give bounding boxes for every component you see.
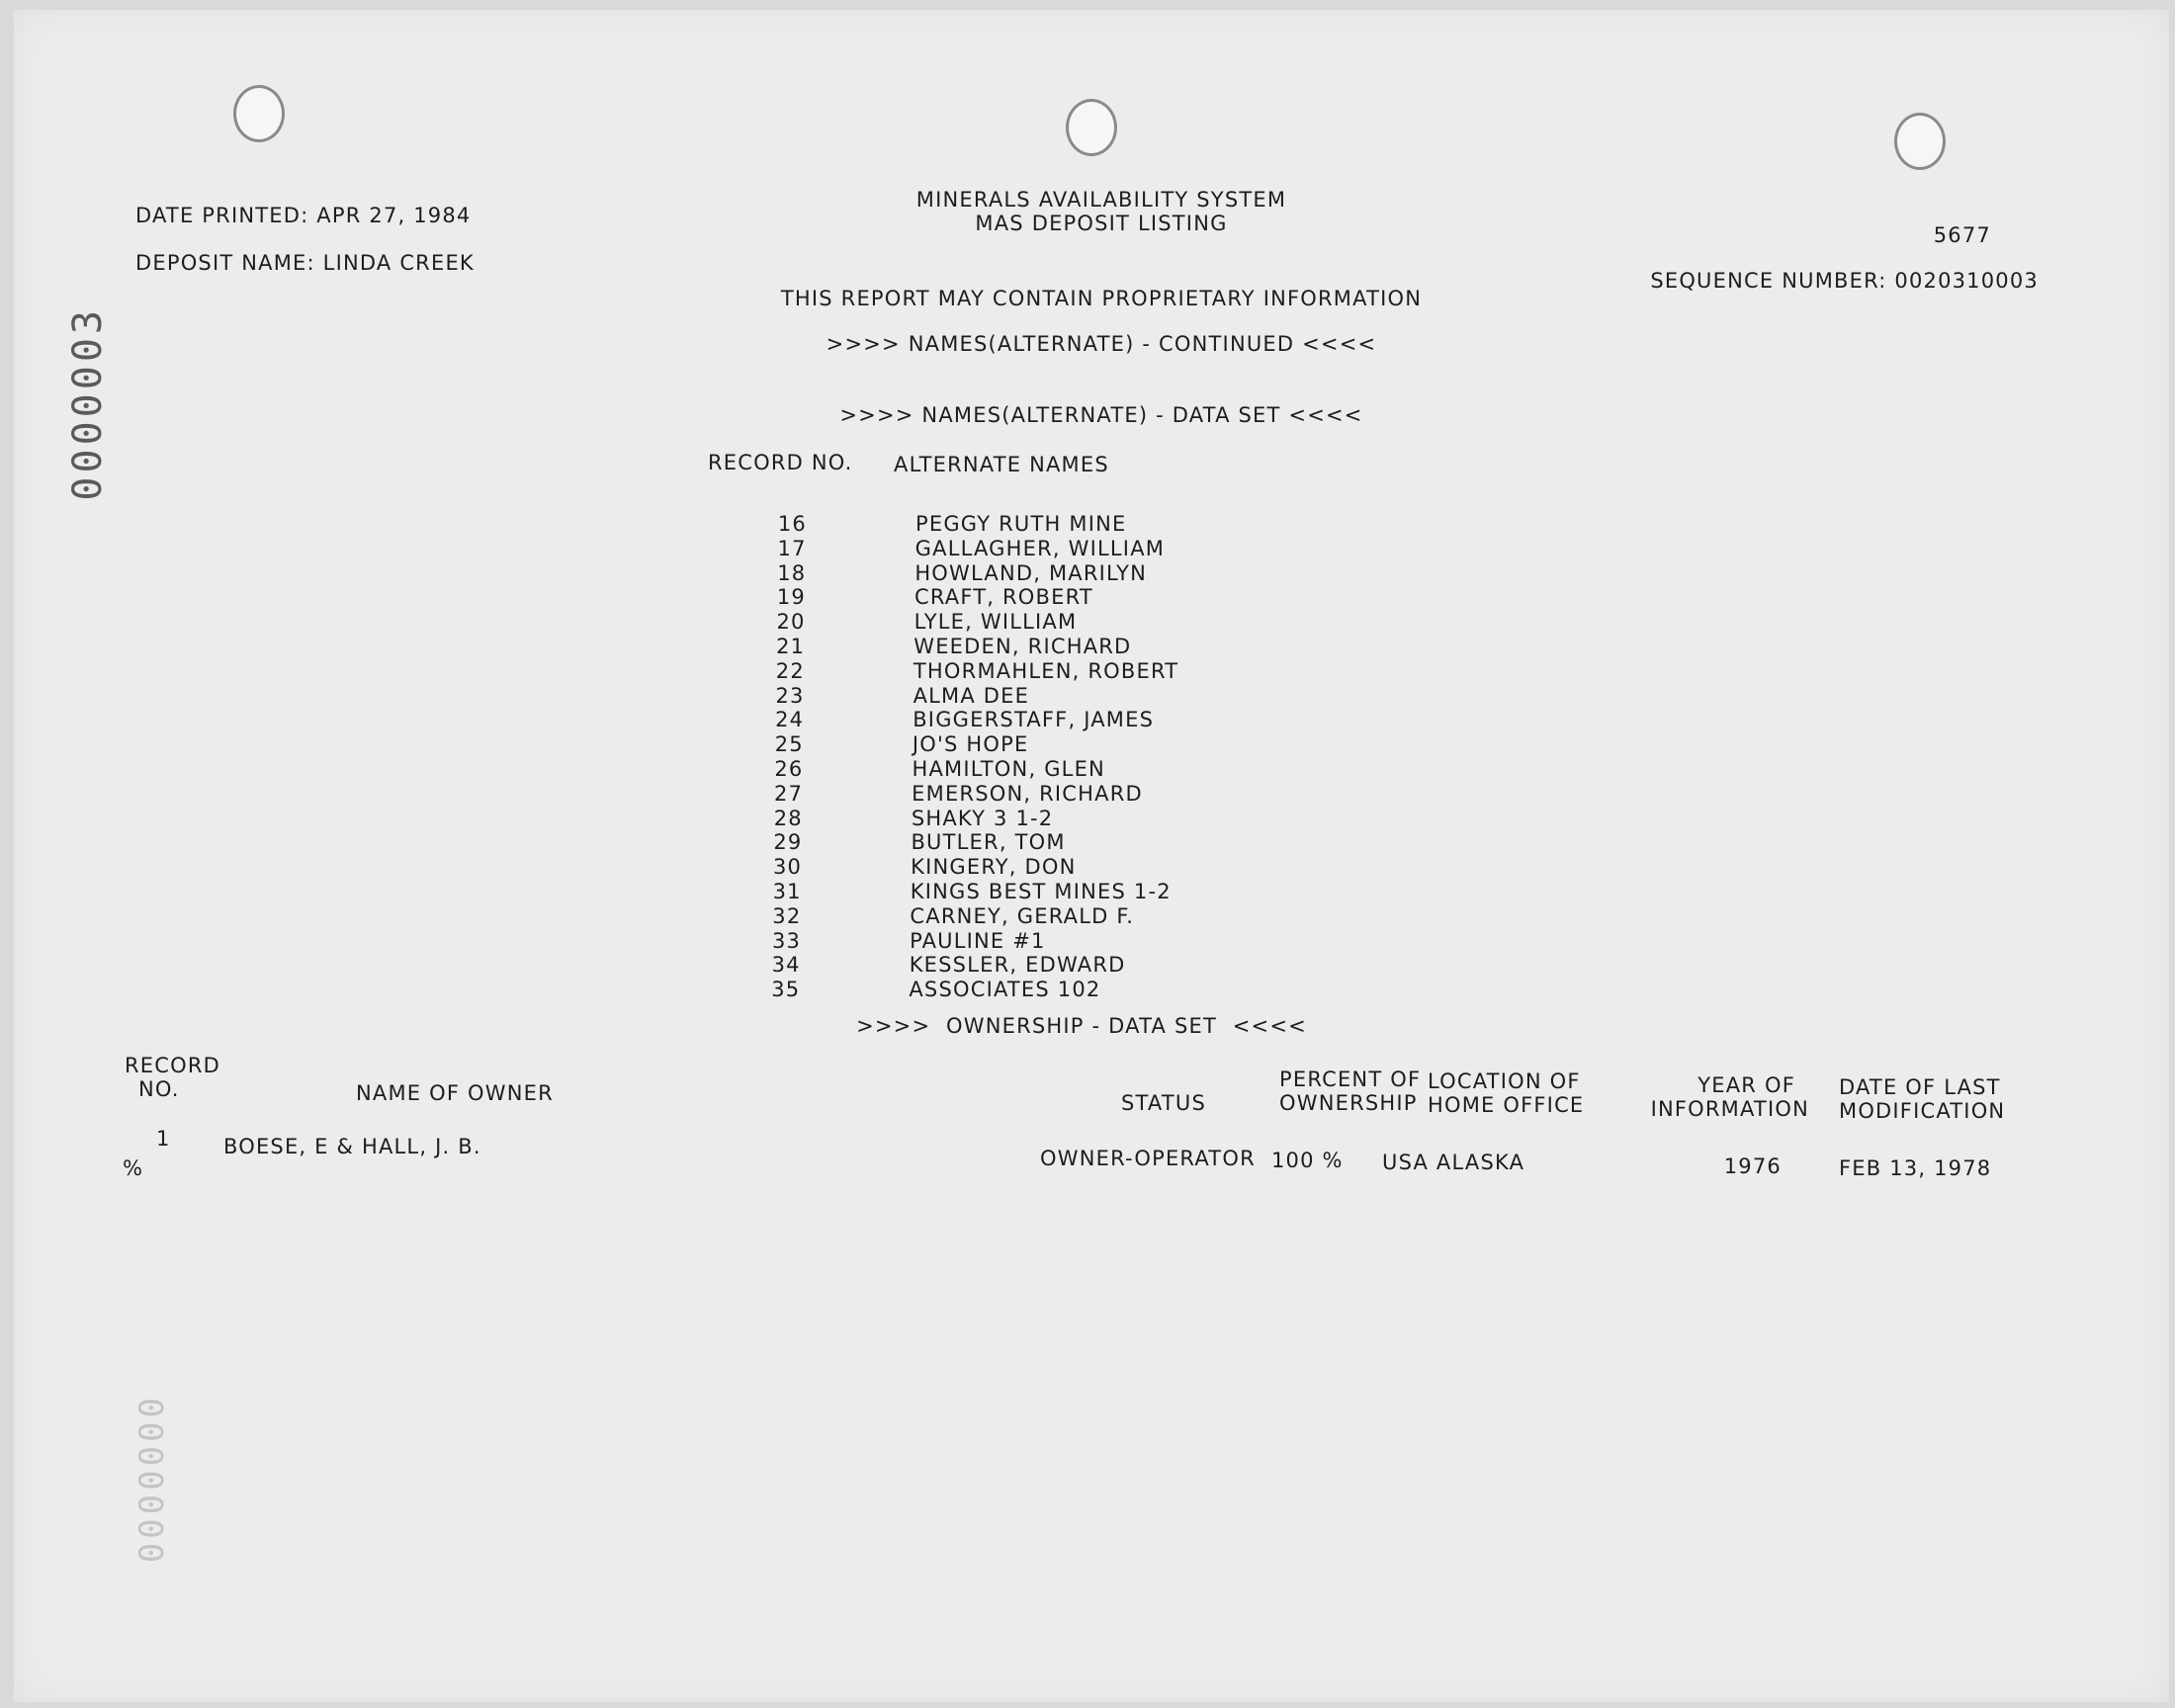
col-owner-name: NAME OF OWNER bbox=[356, 1081, 554, 1105]
alternate-name-row bbox=[741, 782, 1260, 807]
alternate-name-row bbox=[745, 512, 1260, 537]
ownership-record-no: 1 bbox=[156, 1127, 171, 1151]
alternate-name-record-no: 18 bbox=[777, 560, 807, 585]
alternate-name-record-no: 20 bbox=[776, 610, 806, 635]
ownership-year: 1976 bbox=[1723, 1154, 1782, 1178]
alternate-name-record-no: 19 bbox=[776, 585, 806, 610]
alternate-name-row bbox=[742, 757, 1261, 782]
deposit-name: DEPOSIT NAME: LINDA CREEK bbox=[135, 251, 475, 275]
names-continued-heading: >>>> NAMES(ALTERNATE) - CONTINUED <<<< bbox=[826, 332, 1377, 356]
col-date-line1: DATE OF LAST bbox=[1839, 1075, 2001, 1099]
proprietary-notice: THIS REPORT MAY CONTAIN PROPRIETARY INFORMATION bbox=[780, 287, 1423, 310]
system-title: MINERALS AVAILABILITY SYSTEM bbox=[915, 188, 1287, 212]
alternate-name-value: THORMAHLEN, ROBERT bbox=[913, 658, 1179, 683]
alternate-name-row bbox=[740, 904, 1260, 929]
col-year-line1: YEAR OF bbox=[1697, 1073, 1795, 1097]
names-dataset-heading: >>>> NAMES(ALTERNATE) - DATA SET <<<< bbox=[839, 403, 1363, 427]
alternate-name-value: BUTLER, TOM bbox=[911, 830, 1066, 855]
ownership-date-modified: FEB 13, 1978 bbox=[1839, 1156, 1992, 1180]
alternate-name-record-no: 25 bbox=[774, 732, 804, 757]
ownership-margin-mark: % bbox=[123, 1156, 144, 1180]
alternate-name-record-no: 33 bbox=[771, 928, 802, 953]
alternate-name-value: BIGGERSTAFF, JAMES bbox=[913, 708, 1155, 732]
alternate-name-record-no: 23 bbox=[775, 683, 805, 708]
date-printed: DATE PRINTED: APR 27, 1984 bbox=[135, 204, 472, 227]
punch-hole-center bbox=[1066, 99, 1117, 156]
alternate-name-value: ALMA DEE bbox=[913, 683, 1030, 708]
alternate-name-record-no: 24 bbox=[775, 708, 805, 732]
printout-page bbox=[14, 10, 2169, 1702]
alternate-name-record-no: 32 bbox=[772, 903, 802, 928]
alternate-name-value: CRAFT, ROBERT bbox=[914, 585, 1093, 610]
alternate-name-row bbox=[740, 855, 1260, 880]
alternate-name-record-no: 17 bbox=[777, 536, 807, 560]
ownership-heading: >>>> OWNERSHIP - DATA SET <<<< bbox=[856, 1014, 1307, 1038]
col-record-line1: RECORD bbox=[125, 1054, 221, 1077]
col-percent-line1: PERCENT OF bbox=[1279, 1068, 1422, 1091]
alternate-name-record-no: 30 bbox=[772, 855, 803, 880]
col-alternate-names: ALTERNATE NAMES bbox=[894, 453, 1109, 476]
alternate-name-row bbox=[741, 807, 1260, 831]
alternate-name-row bbox=[744, 610, 1260, 635]
ownership-owner: BOESE, E & HALL, J. B. bbox=[223, 1135, 481, 1158]
ownership-percent: 100 % bbox=[1271, 1149, 1344, 1172]
col-record-no: RECORD NO. bbox=[708, 451, 853, 474]
sequence-number: SEQUENCE NUMBER: 0020310003 bbox=[1650, 269, 2039, 293]
alternate-name-value: LYLE, WILLIAM bbox=[914, 610, 1078, 635]
punch-hole-left bbox=[233, 85, 285, 142]
ownership-status: OWNER-OPERATOR bbox=[1040, 1147, 1256, 1170]
alternate-name-row bbox=[740, 953, 1260, 978]
alternate-name-value: PAULINE #1 bbox=[910, 928, 1046, 953]
col-location-line1: LOCATION OF bbox=[1428, 1069, 1581, 1093]
alternate-name-row bbox=[744, 561, 1260, 586]
alternate-name-value: EMERSON, RICHARD bbox=[912, 781, 1143, 806]
alternate-name-row bbox=[742, 732, 1260, 757]
alternate-name-value: KINGS BEST MINES 1-2 bbox=[910, 879, 1172, 903]
alternate-name-record-no: 16 bbox=[777, 512, 807, 536]
alternate-name-value: ASSOCIATES 102 bbox=[909, 978, 1101, 1002]
alternate-name-value: KESSLER, EDWARD bbox=[909, 953, 1126, 978]
side-code: 0000003 bbox=[65, 306, 111, 501]
alternate-name-record-no: 31 bbox=[772, 879, 802, 903]
col-year-line2: INFORMATION bbox=[1650, 1097, 1809, 1121]
col-location-line2: HOME OFFICE bbox=[1428, 1093, 1585, 1117]
alternate-name-record-no: 27 bbox=[774, 781, 804, 806]
alternate-name-value: JO'S HOPE bbox=[912, 732, 1029, 757]
alternate-name-value: WEEDEN, RICHARD bbox=[914, 634, 1132, 658]
alternate-name-row bbox=[743, 659, 1260, 684]
side-code-faint: 0000000 bbox=[132, 1394, 172, 1564]
alternate-name-row bbox=[743, 684, 1260, 709]
alternate-names-list bbox=[745, 512, 1260, 1002]
alternate-name-value: GALLAGHER, WILLIAM bbox=[914, 536, 1166, 560]
alternate-name-row bbox=[743, 635, 1260, 659]
alternate-name-record-no: 21 bbox=[776, 634, 806, 658]
alternate-name-record-no: 28 bbox=[773, 806, 803, 830]
alternate-name-value: CARNEY, GERALD F. bbox=[910, 903, 1135, 928]
alternate-name-record-no: 29 bbox=[773, 830, 803, 855]
alternate-name-row bbox=[739, 978, 1260, 1002]
alternate-name-record-no: 26 bbox=[774, 756, 804, 781]
alternate-name-value: HOWLAND, MARILYN bbox=[914, 560, 1148, 585]
alternate-name-row bbox=[742, 708, 1260, 732]
col-date-line2: MODIFICATION bbox=[1839, 1099, 2006, 1123]
alternate-name-row bbox=[740, 880, 1260, 904]
alternate-name-row bbox=[740, 830, 1260, 855]
ownership-location: USA ALASKA bbox=[1382, 1151, 1525, 1174]
alternate-name-value: SHAKY 3 1-2 bbox=[911, 806, 1054, 830]
alternate-name-row bbox=[744, 585, 1260, 610]
col-percent-line2: OWNERSHIP bbox=[1279, 1091, 1418, 1115]
alternate-name-row bbox=[745, 537, 1260, 561]
alternate-name-value: KINGERY, DON bbox=[911, 855, 1077, 880]
punch-hole-right bbox=[1894, 113, 1946, 170]
col-status: STATUS bbox=[1121, 1091, 1206, 1115]
col-record-line2: NO. bbox=[138, 1077, 180, 1101]
alternate-name-record-no: 34 bbox=[771, 953, 801, 978]
alternate-name-value: PEGGY RUTH MINE bbox=[915, 512, 1127, 536]
page-number: 5677 bbox=[1933, 223, 1991, 247]
alternate-name-record-no: 35 bbox=[771, 978, 801, 1002]
listing-title: MAS DEPOSIT LISTING bbox=[975, 212, 1228, 235]
alternate-name-record-no: 22 bbox=[775, 658, 805, 683]
alternate-name-row bbox=[740, 929, 1260, 954]
alternate-name-value: HAMILTON, GLEN bbox=[912, 756, 1105, 781]
